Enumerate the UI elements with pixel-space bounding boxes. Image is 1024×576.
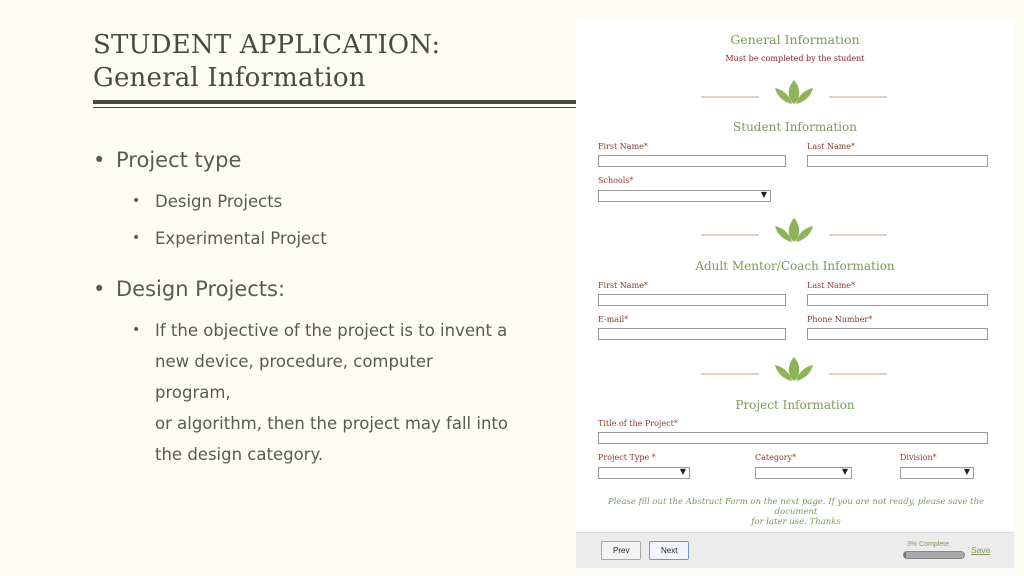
save-link[interactable]: Save [971,545,991,555]
project-title-input[interactable] [598,432,988,444]
slide-title-line2: General Information [93,63,366,93]
student-section-title: Student Information [733,120,857,134]
bullet-project-type: • Project type [93,148,242,172]
category-label: Category* [755,453,797,462]
bullet-dot: • [132,193,141,209]
mentor-first-name-label: First Name* [598,281,648,290]
project-title-label: Title of the Project* [598,419,678,428]
email-input[interactable] [598,328,786,340]
mentor-last-name-label: Last Name* [807,281,856,290]
bullet-design-projects-heading: • Design Projects: [93,277,286,301]
bullet-dot: • [93,148,106,172]
category-select[interactable] [755,467,852,479]
division-select[interactable] [900,467,974,479]
prev-button[interactable]: Prev [601,541,641,560]
abstract-note: Please fill out the Abstract Form on the next page. If you are not ready, please save the document for later use. Thanks [607,497,985,527]
form-subheader: Must be completed by the student [725,54,865,63]
next-button[interactable]: Next [649,541,689,560]
form-header: General Information [730,32,860,47]
slide-title-line1: STUDENT APPLICATION: [93,30,441,60]
project-section-title: Project Information [735,398,855,412]
progress-bar [903,551,965,559]
progress-label: 3% Complete [907,541,950,548]
chevron-down-icon: ▼ [760,190,767,199]
leaf-divider-icon [701,216,889,244]
bullet-dot: • [132,230,141,246]
bullet-list [93,146,513,470]
email-label: E-mail* [598,315,629,324]
bullet-design-description: • If the objective of the project is to invent a new device, procedure, computer program, or algorithm, then the project may fall into the design category. [132,315,513,470]
chevron-down-icon: ▼ [963,467,970,476]
project-type-label: Project Type * [598,453,656,462]
bullet-dot: • [93,277,106,301]
application-form-screenshot [576,20,1014,568]
progress-bar-fill [904,552,906,558]
title-rule-thick [93,100,576,104]
mentor-section-title: Adult Mentor/Coach Information [695,259,895,273]
chevron-down-icon: ▼ [679,467,686,476]
form-footer [576,532,1014,568]
phone-input[interactable] [807,328,988,340]
bullet-dot: • [132,322,141,338]
student-first-name-input[interactable] [598,155,786,167]
project-type-select[interactable] [598,467,690,479]
leaf-divider-icon [701,78,889,106]
leaf-divider-icon [701,355,889,383]
division-label: Division* [900,453,937,462]
student-last-name-input[interactable] [807,155,988,167]
slide-title [93,29,573,95]
mentor-last-name-input[interactable] [807,294,988,306]
mentor-first-name-input[interactable] [598,294,786,306]
student-first-name-label: First Name* [598,142,648,151]
schools-select[interactable] [598,190,771,202]
bullet-design-projects: • Design Projects [132,186,513,217]
chevron-down-icon: ▼ [841,467,848,476]
student-last-name-label: Last Name* [807,142,856,151]
title-rule-thin [93,107,576,108]
bullet-experimental-project: • Experimental Project [132,223,513,254]
schools-label: Schools* [598,176,634,185]
phone-label: Phone Number* [807,315,873,324]
